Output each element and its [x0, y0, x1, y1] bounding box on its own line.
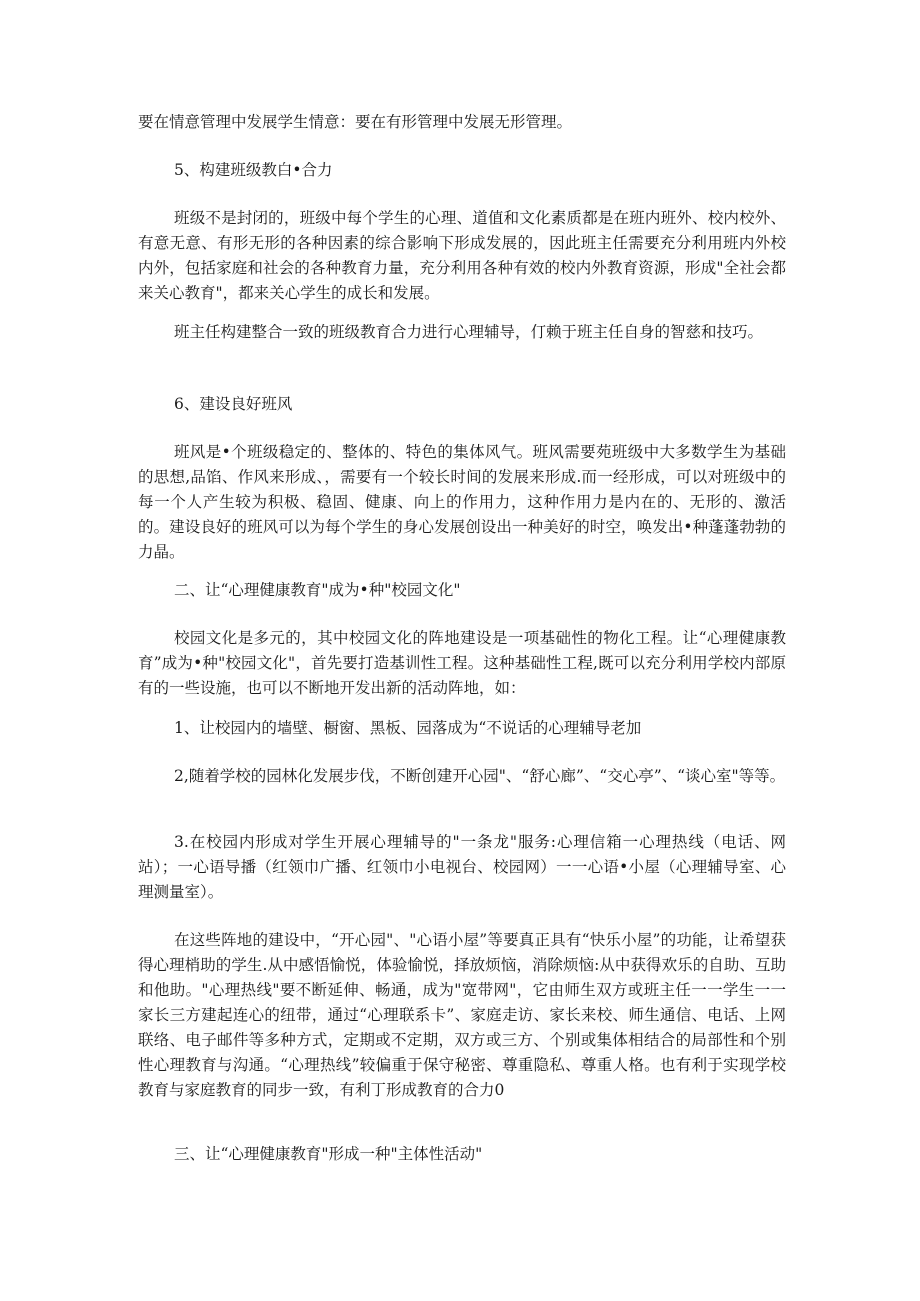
- heading-item-6: 6、建设良好班风: [174, 395, 293, 413]
- paragraph-teacher-integration: 班主任构建整合一致的班级教育合力进行心理辅导，仃赖于班主任自身的智慈和技巧。: [174, 323, 764, 341]
- list-item-2: 2,随着学校的园林化发展步伐，不断创建开心园"、“舒心廊”、“交心亭”、“谈心室"等等。: [174, 767, 786, 785]
- paragraph-campus-culture: 校园文化是多元的，其中校园文化的阵地建设是一项基础性的物化工程。让“心理健康教育”成为•种"校园文化"，首先要打造基训性工程。这种基础性工程,既可以充分利用学校内部原有的一些设施，也可以不断地开发出新的活动阵地，如：: [138, 629, 786, 697]
- list-item-1: 1、让校园内的墙壁、橱窗、黑板、园落成为“不说话的心理辅导老加: [174, 719, 642, 737]
- list-item-3: 3.在校园内形成对学生开展心理辅导的"一条龙"服务:心理信箱一心理热线（电话、网站）；一心语导播（红领巾广播、红领巾小电视台、校园网）一一心语•小屋（心理辅导室、心理测量室）。: [138, 833, 786, 901]
- section-heading-3: 三、让“心理健康教育"形成一种"主体性活动": [174, 1145, 483, 1163]
- heading-item-5: 5、构建班级教白•合力: [174, 161, 333, 179]
- paragraph-class-style: 班风是•个班级稳定的、整体的、特色的集体风气。班风需要苑班级中大多数学生为基础的思想,品馅、作风来形成、，需要有一个较长时间的发展来形成.而一经形成，可以对班级中的每一个人产生较为积极、稳固、健康、向上的作用力，这种作用力是内在的、无形的、激活的。建设良好的班风可以为每个学生的身心发展创设出一种美好的时空，唤发出•种蓬蓬勃勃的力晶。: [138, 443, 786, 561]
- paragraph-class-environment: 班级不是封闭的，班级中每个学生的心理、道值和文化素质都是在班内班外、校内校外、有意无意、有形无形的各种因素的综合影响下形成发展的，因此班主任需要充分利用班内外校内外，包括家庭和社会的各种教育力量，充分利用各种有效的校内外教育资源，形成"全社会都来关心教育"，都来关心学生的成长和发展。: [138, 209, 786, 302]
- section-heading-2: 二、让“心理健康教育"成为•种"校园文化": [174, 581, 461, 599]
- paragraph-continuation: 要在情意管理中发展学生情意：要在有形管理中发展无形管理。: [138, 113, 573, 131]
- paragraph-construction: 在这些阵地的建设中，“开心园"、"心语小屋”等要真正具有“快乐小屋”的功能，让希望获得心理梢助的学生.从中感悟愉悦，体验愉悦，择放烦恼，消除烦恼:从中获得欢乐的自助、互助和他助。"心理热线"要不断延伸、畅通，成为"宽带网"，它由师生双方或班主任一一学生一一家长三方建起连心的纽带，通过“心理联系卡”、家庭走访、家长来校、师生通信、电话、上网联络、电子邮件等多种方式，定期或不定期，双方或三方、个别或集体相结合的局部性和个别性心理教育与沟通。“心理热线”较偏重于保守秘密、尊重隐私、尊重人格。也有利于实现学校教育与家庭教育的同步一致，有利丁形成教育的合力0: [138, 931, 786, 1099]
